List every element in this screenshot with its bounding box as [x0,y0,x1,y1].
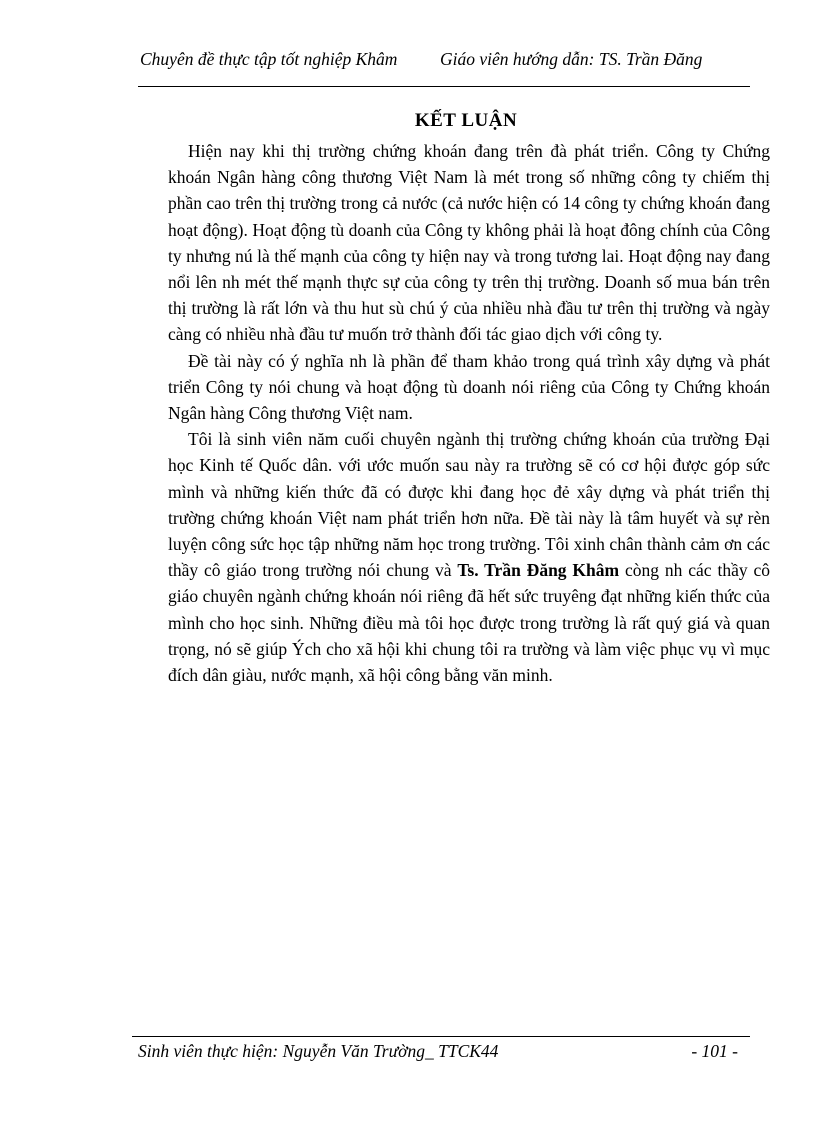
header-supervisor: Giáo viên hướng dẫn: TS. Trần Đăng [440,49,703,69]
paragraph-2: Đề tài này có ý nghĩa nh là phần để tham khảo trong quá trình xây dựng và phát triển Công ty nói chung và hoạt động tù doanh nói riêng của Công ty Chứng khoán Ngân hàng Công thương Việt nam. [168,350,770,424]
paragraph-1: Hiện nay khi thị trường chứng khoán đang trên đà phát triển. Công ty Chứng khoán Ngân hàng công thương Việt Nam là mét trong số những công ty chiếm thị phần cao trên thị trường trong cả nước (cả nước hiện có 14 công ty chứng khoán đang hoạt động). Hoạt động tù doanh của Công ty không phải là hoạt đông chính của Công ty nhưng nú là thế mạnh của công ty hiện nay và trong tương lai. Hoạt động nay đang nổi lên nh mét thế mạnh thực sự của công ty trên thị trường. Doanh số mua bán trên thị trường là rất lớn và thu hut sù chú ý của nhiều nhà đầu tư trên thị trường và ngày càng có nhiều nhà đầu tư muốn trở thành đối tác giao dịch với công ty. [168,141,770,345]
document-body [168,138,770,688]
page-title: KẾT LUẬN [414,110,518,131]
supervisor-name: Ts. Trần Đăng Khâm [457,560,620,581]
header-divider [138,86,750,87]
paragraph-3-text-after: còng nh các thầy cô giáo chuyên ngành chứng khoán nói riêng đã hết sức truyêng đạt những kiến thức của mình cho học sinh. Những điều mà tôi học được trong trường là rất quý giá và quan trọng, nó sẽ giúp Ých cho xã hội khi chung tôi ra trường và làm việc phục vụ vì mục đích dân giàu, nước mạnh, xã hội công bằng văn minh. [168,560,770,686]
paragraph-3 [168,426,770,688]
paragraph-3-text-before: Tôi là sinh viên năm cuối chuyên ngành thị trường chứng khoán của trường Đại học Kinh tế Quốc dân. với ước muốn sau này ra trường sẽ có cơ hội được góp sức mình và những kiến thức đã có được khi đang học đẻ xây dựng và phát triển thị trường chứng khoán Việt nam phát triển hơn nữa. Đề tài này là tâm huyết và sự rèn luyện công sức học tập những năm học trong trường. Tôi xinh chân thành cảm ơn các thầy cô giáo trong trường nói chung và [168,429,770,581]
page-header [138,48,750,88]
footer-student: Sinh viên thực hiện: Nguyễn Văn Trường_ TTCK44 [138,1041,499,1061]
page-number: - 101 - [691,1041,738,1061]
footer-divider [132,1036,750,1037]
header-thesis-label: Chuyên đề thực tập tốt nghiệp Khâm [140,49,398,69]
